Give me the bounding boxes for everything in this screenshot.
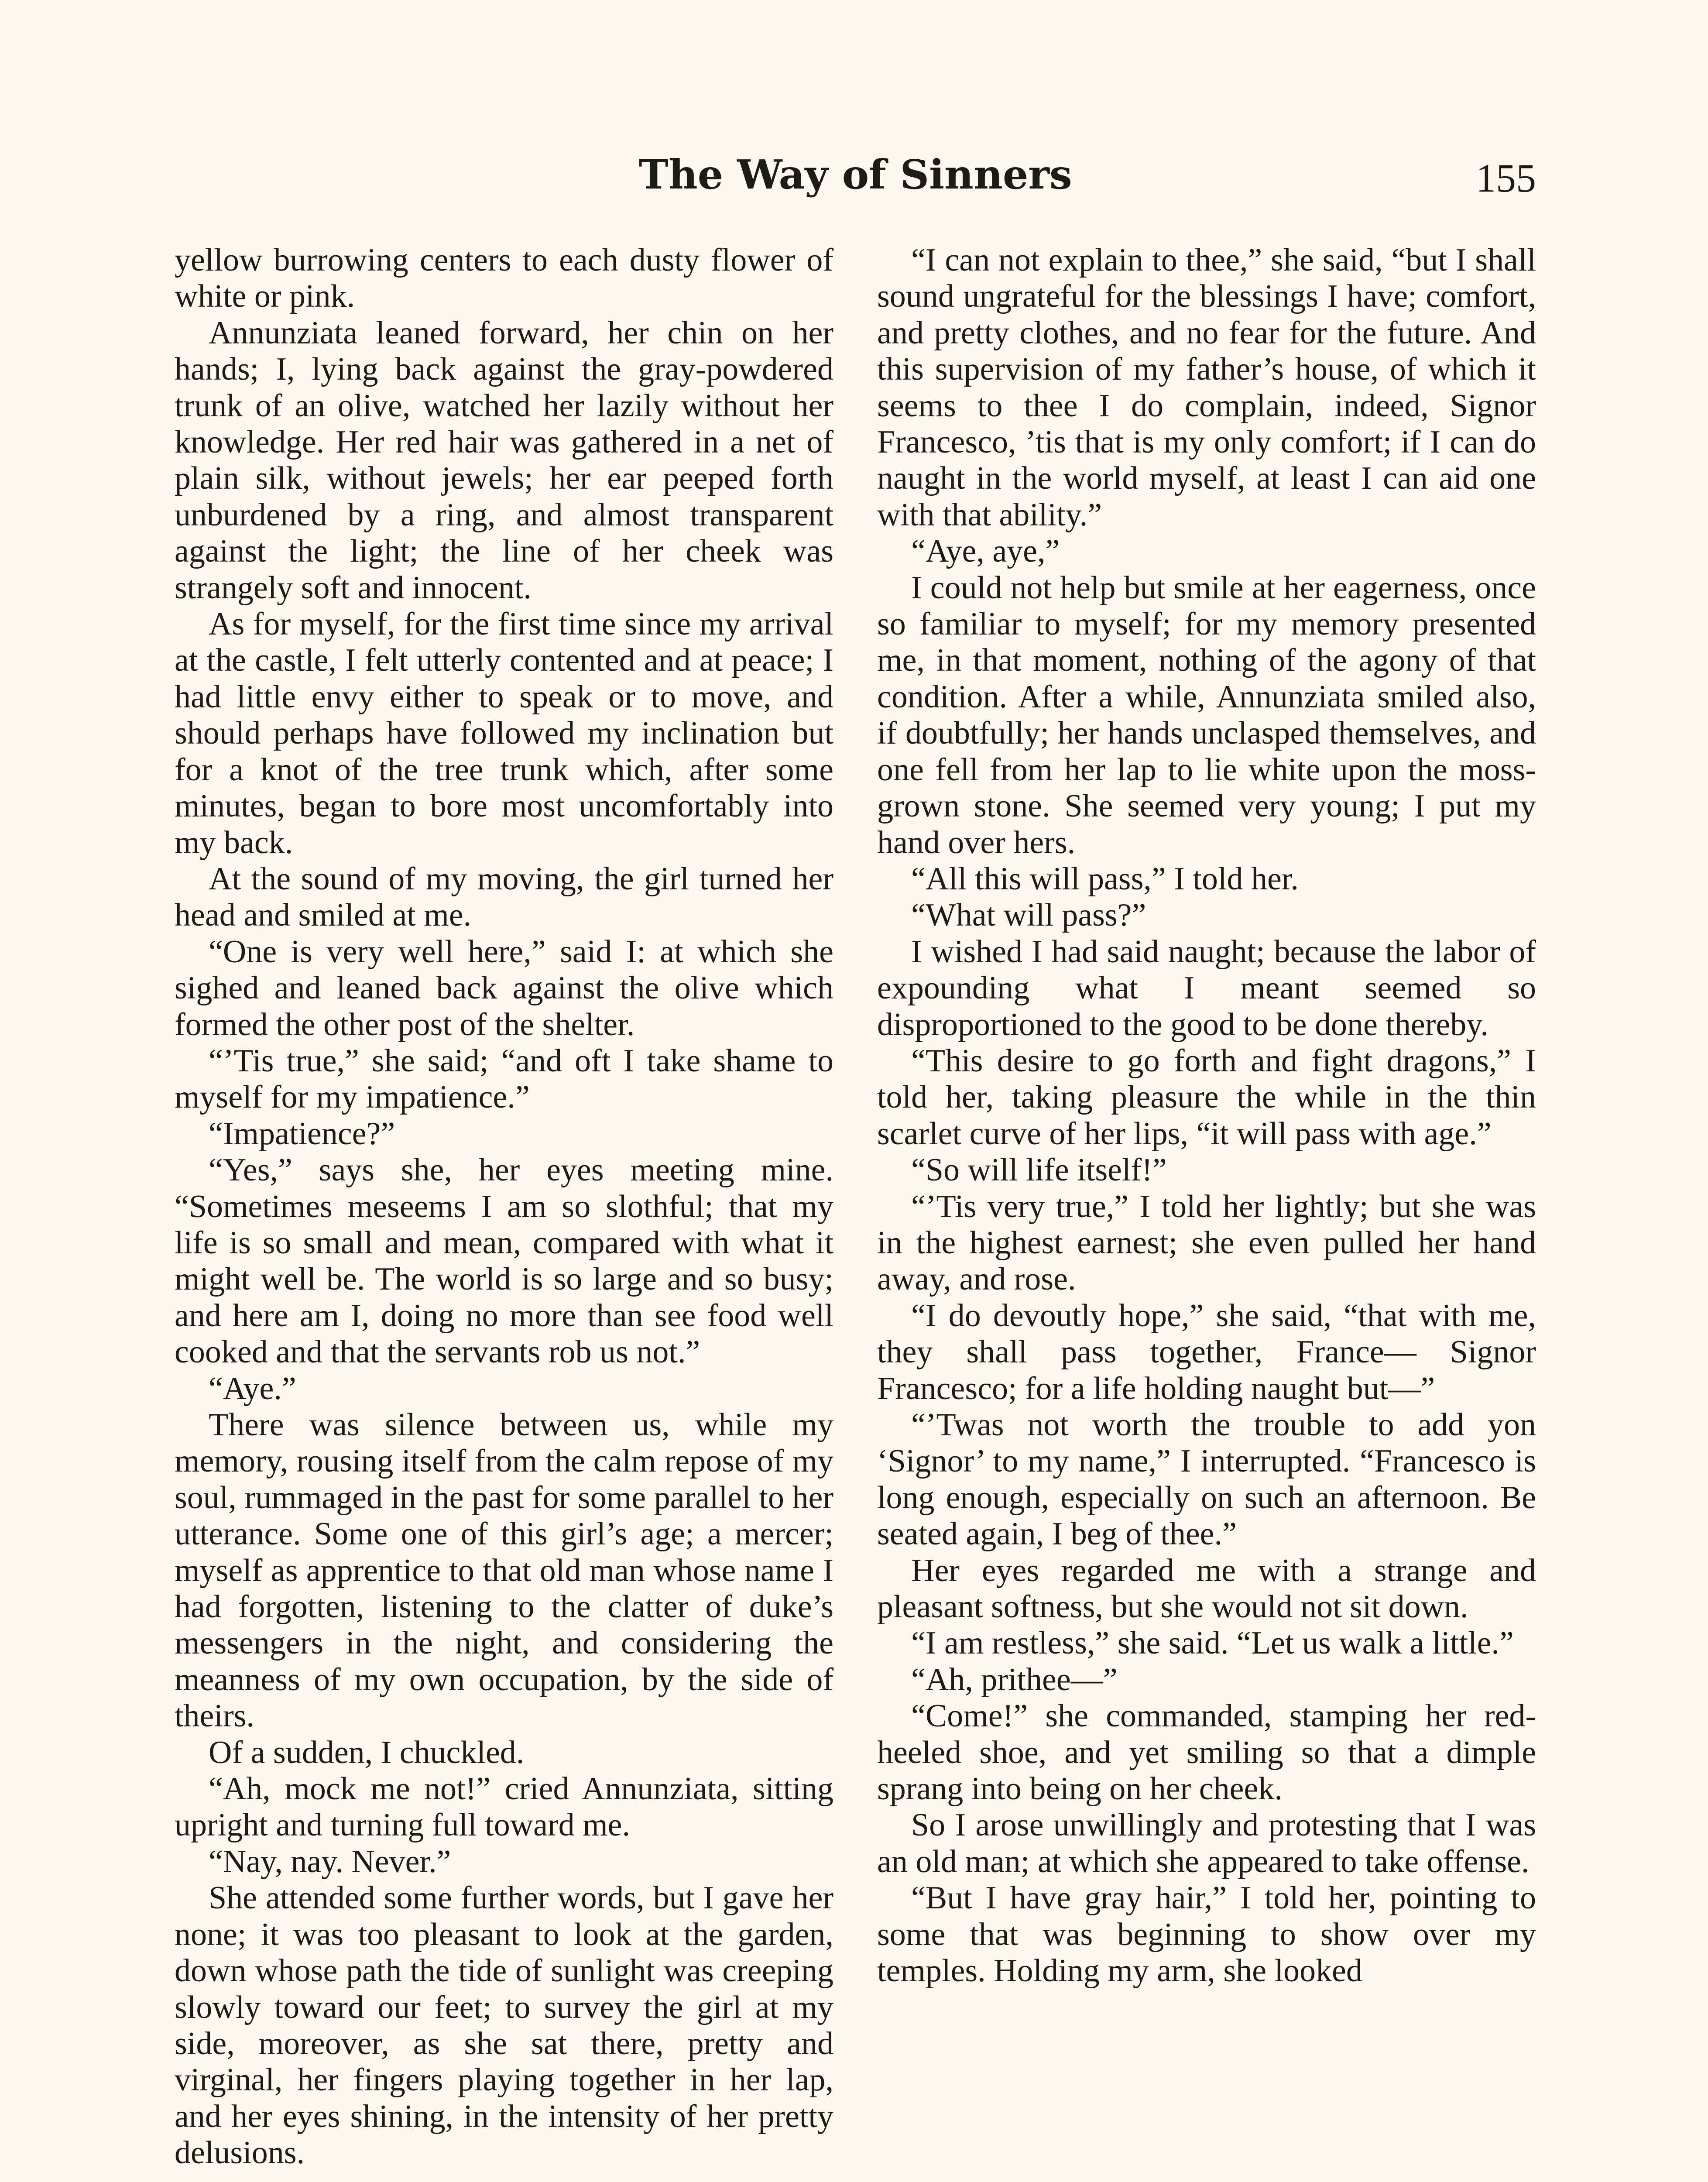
paragraph: “One is very well here,” said I: at which she sighed and leaned back against the olive which formed the other post of the shelter. [175, 933, 833, 1043]
paragraph: “So will life itself!” [911, 1152, 1167, 1188]
page-header [175, 148, 1536, 209]
paragraph: Of a sudden, I chuckled. [209, 1734, 525, 1770]
paragraph: yellow burrowing centers to each dusty flower of white or pink. [175, 242, 833, 315]
paragraph: “Nay, nay. Never.” [209, 1843, 451, 1880]
paragraph: “’Tis very true,” I told her lightly; but she was in the highest earnest; she even pulled her hand away, and rose. [877, 1188, 1536, 1297]
paragraph: I wished I had said naught; because the labor of expounding what I meant seemed so disproportioned to the good to be done thereby. [877, 933, 1536, 1043]
paragraph: “Yes,” says she, her eyes meeting mine. “Sometimes meseems I am so slothful; that my life is so small and mean, compared with what it might well be. The world is so large and so busy; and here am I, doing no more than see food well cooked and that the servants rob us not.” [175, 1152, 833, 1370]
running-title: The Way of Sinners [638, 151, 1072, 198]
paragraph: Annunziata leaned forward, her chin on her hands; I, lying back against the gray-powdered trunk of an olive, watched her lazily without her knowledge. Her red hair was gathered in a net of plain silk, without jewels; her ear peeped forth unburdened by a ring, and almost transparent against the light; the line of her cheek was strangely soft and innocent. [175, 315, 833, 606]
paragraph: There was silence between us, while my memory, rousing itself from the calm repose of my soul, rummaged in the past for some parallel to her utterance. Some one of this girl’s age; a mercer; myself as apprentice to that old man whose name I had forgotten, listening to the clatter of duke’s messengers in the night, and considering the meanness of my own occupation, by the side of theirs. [175, 1407, 833, 1734]
paragraph: “I am restless,” she said. “Let us walk a little.” [911, 1625, 1514, 1661]
paragraph: “But I have gray hair,” I told her, pointing to some that was beginning to show over my temples. Holding my arm, she looked [877, 1880, 1536, 1989]
paragraph: As for myself, for the first time since my arrival at the castle, I felt utterly contented and at peace; I had little envy either to speak or to move, and should perhaps have followed my inclination but for a knot of the tree trunk which, after some minutes, began to bore most uncomfortably into my back. [175, 606, 833, 861]
left-column [175, 242, 833, 2172]
paragraph: “’Tis true,” she said; “and oft I take shame to myself for my impatience.” [175, 1043, 833, 1115]
paragraph: “Aye.” [209, 1370, 296, 1407]
paragraph: “This desire to go forth and fight dragons,” I told her, taking pleasure the while in the thin scarlet curve of her lips, “it will pass with age.” [877, 1043, 1536, 1152]
paragraph: “Ah, mock me not!” cried Annunziata, sitting upright and turning full toward me. [175, 1771, 833, 1843]
paragraph: “I can not explain to thee,” she said, “but I shall sound ungrateful for the blessings I have; comfort, and pretty clothes, and no fear for the future. And this supervision of my father’s house, of which it seems to thee I do complain, indeed, Signor Francesco, ’tis that is my only comfort; if I can do naught in the world myself, at least I can aid one with that ability.” [877, 242, 1536, 533]
paragraph: “Impatience?” [209, 1115, 395, 1152]
paragraph: “All this will pass,” I told her. [911, 861, 1299, 897]
paragraph: “’Twas not worth the trouble to add yon ‘Signor’ to my name,” I interrupted. “Francesco is long enough, especially on such an afternoon. Be seated again, I beg of thee.” [877, 1407, 1536, 1552]
right-column [877, 242, 1536, 1990]
page-number: 155 [1476, 156, 1536, 200]
paragraph: “I do devoutly hope,” she said, “that with me, they shall pass together, France— Signor Francesco; for a life holding naught but—” [877, 1297, 1536, 1407]
paragraph: “Come!” she commanded, stamping her red-heeled shoe, and yet smiling so that a dimple sprang into being on her cheek. [877, 1698, 1536, 1807]
paragraph: “What will pass?” [911, 897, 1146, 933]
paragraph: I could not help but smile at her eagerness, once so familiar to myself; for my memory presented me, in that moment, nothing of the agony of that condition. After a while, Annunziata smiled also, if doubtfully; her hands unclasped themselves, and one fell from her lap to lie white upon the moss-grown stone. She seemed very young; I put my hand over hers. [877, 570, 1536, 861]
paragraph: At the sound of my moving, the girl turned her head and smiled at me. [175, 861, 833, 933]
paragraph: “Ah, prithee—” [911, 1661, 1118, 1698]
paragraph: So I arose unwillingly and protesting that I was an old man; at which she appeared to take offense. [877, 1807, 1536, 1880]
paragraph: “Aye, aye,” [911, 533, 1060, 570]
paragraph: Her eyes regarded me with a strange and pleasant softness, but she would not sit down. [877, 1552, 1536, 1625]
paragraph: She attended some further words, but I gave her none; it was too pleasant to look at the garden, down whose path the tide of sunlight was creeping slowly toward our feet; to survey the girl at my side, moreover, as she sat there, pretty and virginal, her fingers playing together in her lap, and her eyes shining, in the intensity of her pretty delusions. [175, 1880, 833, 2171]
